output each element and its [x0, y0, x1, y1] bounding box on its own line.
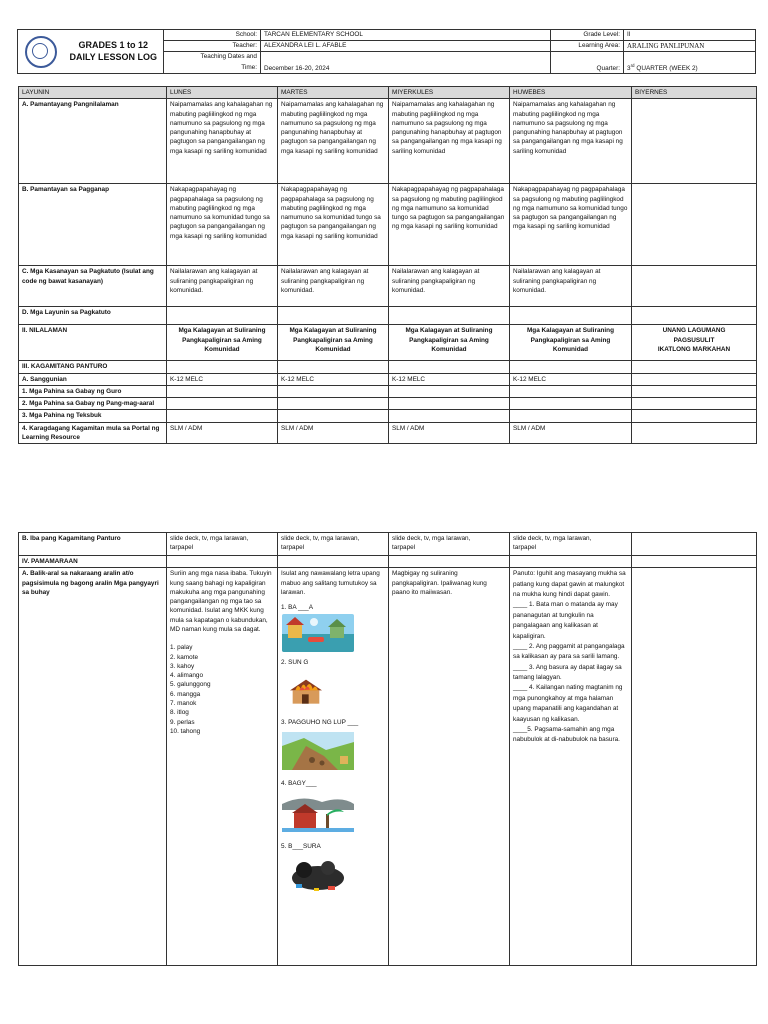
tuesday-activity — [278, 568, 389, 966]
cell-empty — [632, 99, 757, 184]
list-item: 8. itlog — [170, 709, 189, 717]
cell-text: Naipamamalas ang kahalagahan ng mabuting pagliilingkod ng mga namumuno sa pagsulong ng mga pangunahing hanapbuhay at pagtugon sa pangangailangan ng mga kasapi ng sariling komunidad — [389, 99, 510, 184]
dates-value: December 16-20, 2024 — [261, 52, 551, 74]
list-item: 6. mangga — [170, 690, 201, 698]
list-item: 1. BA ___A — [281, 604, 313, 612]
table-row — [19, 568, 757, 966]
wednesday-activity: Magbigay ng suliraning pangkapaligiran. Ipaliwanag kung paano ito maiiwasan. — [389, 568, 510, 966]
cell-text: Nakapagpapahayag ng pagpapahalaga sa pagsulong ng mabuting paglilingkod ng mga namumuno sa komunidad tungo sa pagtugon sa pangangailangan ng mga kasapi ng sariling komunidad — [389, 184, 510, 266]
quarter-label: Quarter: — [551, 52, 624, 74]
exam-line-1: UNANG LAGUMANG — [662, 327, 726, 335]
content-cell: Mga Kalagayan at Suliraning Pangkapaligiran sa Aming Komunidad — [167, 325, 278, 361]
list-item: 9. perlas — [170, 718, 195, 726]
table-row — [19, 422, 757, 444]
cell-text: Nakapagpapahayag ng pagpapahalaga sa pagsulong ng mabuting paglilingkod ng mga namumuno sa komunidad tungo sa pagtugon sa pangangailangan ng mga kasapi ng sariling komunidad — [510, 184, 632, 266]
dates-label-2: Time: — [241, 63, 257, 71]
materials-line-1: slide deck, tv, mga larawan, — [392, 535, 471, 542]
table-row — [19, 533, 757, 556]
content-cell: Mga Kalagayan at Suliraning Pangkapaligiran sa Aming Komunidad — [389, 325, 510, 361]
list-item: 4. BAGY___ — [281, 779, 317, 787]
materials-line-1: slide deck, tv, mga larawan, — [281, 535, 360, 542]
materials-cell — [278, 533, 389, 556]
list-item: ____ 1. Bata man o matanda ay may pananagutan at tungkulin na pangalagaan ang kalikasan at kapaligiran. — [513, 601, 618, 640]
cell-text: Nakapagpapahayag ng pagpapahalaga sa pagsulong ng mabuting paglilingkod ng mga namumuno sa komunidad tungo sa pagtugon sa pangangailangan ng mga kasapi ng sariling komunidad — [167, 184, 278, 266]
list-item: 1. palay — [170, 644, 193, 652]
cell-text: Nailalarawan ang kalagayan at suliraning pangkapaligiran ng komunidad. — [167, 266, 278, 307]
teacher-value: ALEXANDRA LEI L. AFABLE — [261, 41, 551, 52]
table-row — [19, 99, 757, 184]
fire-image — [282, 670, 330, 712]
list-item: ____ 3. Ang basura ay dapat ilagay sa tamang lalagyan. — [513, 663, 622, 682]
list-item: 2. kamote — [170, 653, 199, 661]
table-row — [19, 307, 757, 325]
list-item: 3. kahoy — [170, 662, 195, 670]
typhoon-image — [282, 790, 354, 836]
area-value: ARALING PANLIPUNAN — [624, 41, 756, 52]
quarter-rest: QUARTER (WEEK 2) — [634, 64, 698, 72]
col-martes: MARTES — [278, 87, 389, 99]
tuesday-intro: Isulat ang nawawalang letra upang mabuo ang salitang tumutukoy sa larawan. — [281, 570, 380, 596]
quarter-num: 3 — [627, 64, 631, 72]
list-item: 10. tahong — [170, 727, 201, 735]
cell-text: K-12 MELC — [389, 373, 510, 385]
cell-text: K-12 MELC — [278, 373, 389, 385]
cell-text: SLM / ADM — [510, 422, 632, 444]
cell-empty — [632, 184, 757, 266]
garbage-image — [282, 854, 354, 896]
materials-line-1: slide deck, tv, mga larawan, — [170, 535, 249, 542]
table-row — [19, 184, 757, 266]
materials-cell — [389, 533, 510, 556]
materials-line-2: tarpapel — [392, 544, 416, 552]
exam-line-2: PAGSUSULIT — [673, 336, 715, 344]
cell-text: K-12 MELC — [510, 373, 632, 385]
quarter-sup: rd — [630, 62, 635, 68]
row-label: B. Pamantayan sa Pagganap — [19, 184, 167, 266]
monday-activity — [167, 568, 278, 966]
cell-text: SLM / ADM — [167, 422, 278, 444]
materials-cell — [167, 533, 278, 556]
table-row — [19, 410, 757, 422]
monday-intro: Suriin ang mga nasa ibaba. Tukuyin kung saang bahagi ng kapaligiran makukuha ang mga pangunahing pangangailangan ng mga tao sa komunidad. Isulat ang MKK kung mula sa kapatagan o kabundukan, MD naman kung mula sa dagat. — [170, 570, 272, 633]
row-label: III. KAGAMITANG PANTURO — [19, 361, 167, 373]
area-label: Learning Area: — [551, 41, 624, 52]
materials-line-1: slide deck, tv, mga larawan, — [513, 535, 592, 542]
grade-label: Grade Level: — [551, 30, 624, 41]
cell-text: Naipamamalas ang kahalagahan ng mabuting pagliilingkod ng mga namumuno sa pagsulong ng mga pangunahing hanapbuhay at pagtugon sa pangangailangan ng mga kasapi ng sariling komunidad — [278, 99, 389, 184]
cell-text: Nailalarawan ang kalagayan at suliraning pangkapaligiran ng komunidad. — [278, 266, 389, 307]
materials-line-2: tarpapel — [281, 544, 305, 552]
exam-line-3: IKATLONG MARKAHAN — [657, 345, 731, 353]
col-biyernes: BIYERNES — [632, 87, 757, 99]
cell-text: Nailalarawan ang kalagayan at suliraning pangkapaligiran ng komunidad. — [510, 266, 632, 307]
cell-text: SLM / ADM — [278, 422, 389, 444]
header-table — [17, 29, 756, 74]
thursday-intro: Panuto: Iguhit ang masayang mukha sa patlang kung dapat gawin at malungkot na mukha kung hindi dapat gawin. — [513, 570, 626, 599]
cell-text: Nailalarawan ang kalagayan at suliraning pangkapaligiran ng komunidad. — [389, 266, 510, 307]
materials-line-2: tarpapel — [513, 544, 537, 552]
dates-label-1: Teaching Dates and — [200, 53, 257, 61]
col-huwebes: HUWEBES — [510, 87, 632, 99]
school-value: TARCAN ELEMENTARY SCHOOL — [261, 30, 551, 41]
cell-text: Naipamamalas ang kahalagahan ng mabuting pagliilingkod ng mga namumuno sa pagsulong ng mga pangunahing hanapbuhay at pagtugon sa pangangailangan ng mga kasapi ng sariling komunidad — [167, 99, 278, 184]
log-title — [64, 30, 164, 74]
list-item: ____5. Pagsama-samahin ang mga nabubulok at di-nabubulok na basura. — [513, 725, 620, 744]
row-label: 1. Mga Pahina sa Gabay ng Guro — [19, 385, 167, 397]
row-label: 3. Mga Pahina ng Teksbuk — [19, 410, 167, 422]
table-row — [19, 398, 757, 410]
list-item: ____ 4. Kailangan nating magtanim ng mga punongkahoy at mga halaman upang mapanatili ang kagandahan at kaayusan ng kalikasan. — [513, 684, 623, 723]
cell-text: SLM / ADM — [389, 422, 510, 444]
row-label: A. Sanggunian — [19, 373, 167, 385]
materials-line-2: tarpapel — [170, 544, 194, 552]
title-line-1: GRADES 1 to 12 — [78, 40, 149, 51]
content-cell: Mga Kalagayan at Suliraning Pangkapaligiran sa Aming Komunidad — [510, 325, 632, 361]
list-item: 5. B___SURA — [281, 843, 321, 851]
school-label: School: — [164, 30, 261, 41]
list-item: 7. manok — [170, 699, 197, 707]
exam-cell — [632, 325, 757, 361]
list-item: 2. SUN G — [281, 659, 309, 667]
col-layunin: LAYUNIN — [19, 87, 167, 99]
col-lunes: LUNES — [167, 87, 278, 99]
table-row — [19, 373, 757, 385]
lesson-log-table-continued — [18, 532, 757, 966]
row-label: D. Mga Layunin sa Pagkatuto — [19, 307, 167, 325]
column-header-row — [19, 87, 757, 99]
row-label: IV. PAMAMARAAN — [19, 556, 167, 568]
content-cell: Mga Kalagayan at Suliraning Pangkapaligiran sa Aming Komunidad — [278, 325, 389, 361]
row-label: A. Pamantayang Pangnilalaman — [19, 99, 167, 184]
table-row — [19, 266, 757, 307]
row-label: 2. Mga Pahina sa Gabay ng Pang-mag-aaral — [19, 398, 167, 410]
row-label: A. Balik-aral sa nakaraang aralin at/o pagsisimula ng bagong aralin Mga pangyayri sa buhay — [19, 568, 167, 966]
dates-label — [164, 52, 261, 74]
title-line-2: DAILY LESSON LOG — [69, 51, 158, 62]
list-item: 3. PAGGUHO NG LUP ___ — [281, 718, 359, 726]
materials-cell — [510, 533, 632, 556]
list-item: 4. alimango — [170, 672, 204, 680]
cell-text: K-12 MELC — [167, 373, 278, 385]
cell-text: Nakapagpapahayag ng pagpapahalaga sa pagsulong ng mabuting paglilingkod ng mga namumuno sa komunidad tungo sa pagtugon sa pangangailangan ng mga kasapi ng sariling komunidad — [278, 184, 389, 266]
quarter-value — [624, 52, 756, 74]
flood-image — [282, 614, 354, 652]
grade-value: II — [624, 30, 756, 41]
table-row — [19, 385, 757, 397]
landslide-image — [282, 729, 354, 773]
list-item: ____ 2. Ang paggamit at pangangalaga sa kalikasan ay para sa sarili lamang. — [513, 642, 625, 661]
list-item: 5. galunggong — [170, 681, 211, 689]
col-miyerkules: MIYERKULES — [389, 87, 510, 99]
row-label: 4. Karagdagang Kagamitan mula sa Portal ng Learning Resource — [19, 422, 167, 444]
row-label: B. Iba pang Kagamitang Panturo — [19, 533, 167, 556]
table-row — [19, 556, 757, 568]
row-label: II. NILALAMAN — [19, 325, 167, 361]
table-row — [19, 361, 757, 373]
seal-icon — [25, 36, 57, 68]
cell-empty — [632, 568, 757, 966]
table-row — [19, 325, 757, 361]
row-label: C. Mga Kasanayan sa Pagkatuto (Isulat ang code ng bawat kasanayan) — [19, 266, 167, 307]
teacher-label: Teacher: — [164, 41, 261, 52]
lesson-log-table — [18, 86, 757, 444]
thursday-activity — [510, 568, 632, 966]
cell-empty — [632, 266, 757, 307]
deped-seal — [18, 30, 64, 74]
monday-item-list — [170, 643, 274, 736]
cell-text: Naipamamalas ang kahalagahan ng mabuting pagliilingkod ng mga namumuno sa pagsulong ng mga pangunahing hanapbuhay at pagtugon sa pangangailangan ng mga kasapi ng sariling komunidad — [510, 99, 632, 184]
